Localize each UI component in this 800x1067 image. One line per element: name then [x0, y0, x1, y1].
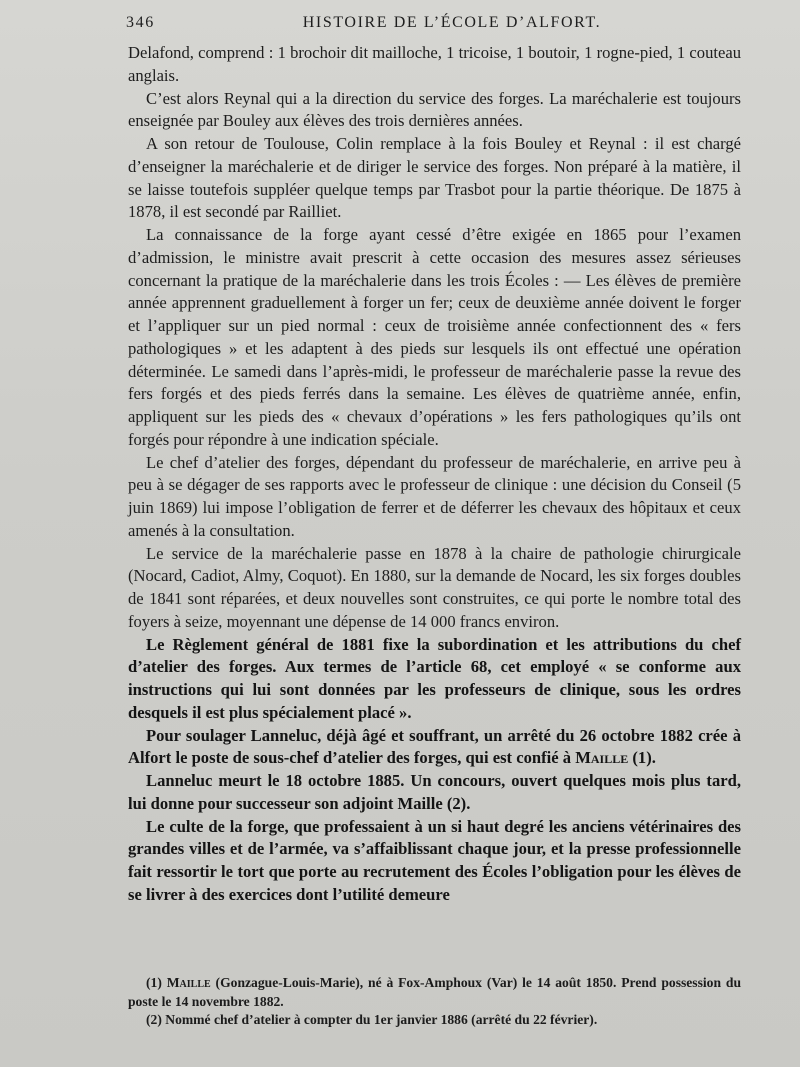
paragraph-6: Le service de la maréchalerie passe en 1878 à la chaire de pathologie chirurgicale (Nocard, Cadiot, Almy, Coquot). En 1880, sur la demande de Nocard, les six forges doubles de 1841 sont réparées, et deux nouvelles sont construites, ce qui porte le nombre total des foyers à seize, moyennant une dépense de 14 000 francs environ. [128, 543, 741, 631]
paragraph-3: A son retour de Toulouse, Colin remplace à la fois Bouley et Reynal : il est chargé d’enseigner la maréchalerie et de diriger le service des forges. Non préparé à la matière, il se laisse toutefois suppléer quelque temps par Trasbot pour la partie théorique. De 1875 à 1878, il est secondé par Railliet. [128, 134, 741, 222]
paragraph-9: Lanneluc meurt le 18 octobre 1885. Un concours, ouvert quelques mois plus tard, lui donne pour successeur son adjoint Maille (2). [128, 771, 741, 813]
footnote-1 [128, 974, 741, 1011]
paragraph-4: La connaissance de la forge ayant cessé d’être exigée en 1865 pour l’examen d’admission, le ministre avait prescrit à cette occasion des mesures assez sérieuses concernant la pratique de la maréchalerie dans les trois Écoles : — Les élèves de première année apprennent graduellement à forger un fer; ceux de deuxième année doivent le forger et l’appliquer sur un pied normal : ceux de troisième année confectionnent des « fers pathologiques » et les adaptent à des pieds sur lesquels ils ont effectué une opération déterminée. Le samedi dans l’après-midi, le professeur de maréchalerie passe la revue des fers forgés et des pieds ferrés dans la semaine. Les élèves de quatrième année, enfin, appliquent sur les pieds des « chevaux d’opérations » les fers pathologiques qu’ils ont forgés pour répondre à une indication spéciale. [128, 225, 741, 449]
paragraph-5: Le chef d’atelier des forges, dépendant du professeur de maréchalerie, en arrive peu à peu à se dégager de ses rapports avec le professeur de clinique : une décision du Conseil (5 juin 1869) lui impose l’obligation de ferrer et de déferrer les chevaux des hôpitaux et ceux amenés à la consultation. [128, 452, 741, 540]
footnotes [128, 974, 741, 1030]
paragraph-10: Le culte de la forge, que professaient à un si haut degré les anciens vétérinaires des grandes villes et de l’armée, va s’affaiblissant chaque jour, et la presse professionnelle fait ressortir le tort que porte au recrutement des Écoles l’obligation pour les élèves de se livrer à des exercices dont l’utilité demeure [128, 816, 741, 904]
header-title: HISTOIRE DE L’ÉCOLE D’ALFORT. [302, 14, 602, 31]
footnote-2: (2) Nommé chef d’atelier à compter du 1er janvier 1886 (arrêté du 22 février). [146, 1012, 598, 1027]
body-text [128, 42, 741, 907]
paragraph-8 [128, 725, 741, 771]
footnote-1-mark: (1) [146, 975, 167, 990]
paragraph-8-text: Pour soulager Lanneluc, déjà âgé et souffrant, un arrêté du 26 octobre 1882 crée à Alfort le poste de sous-chef d’atelier des forges, qui est confié à [128, 725, 741, 768]
footnote-ref-1: (1). [628, 748, 656, 768]
name-maille: Maille [575, 748, 629, 768]
paragraph-7: Le Règlement général de 1881 fixe la subordination et les attributions du chef d’atelier des forges. Aux termes de l’article 68, cet employé « se conforme aux instructions qui lui sont données par les professeurs de clinique, sous les ordres desquels il est plus spécialement placé ». [128, 634, 741, 722]
footnote-1-text: (Gonzague-Louis-Marie), né à Fox-Amphoux (Var) le 14 août 1850. Prend possession du poste le 14 novembre 1882. [128, 975, 742, 1009]
paragraph-1: Delafond, comprend : 1 brochoir dit mailloche, 1 tricoise, 1 boutoir, 1 rogne-pied, 1 couteau anglais. [128, 43, 741, 85]
page-number: 346 [126, 14, 155, 31]
paragraph-2: C’est alors Reynal qui a la direction du service des forges. La maréchalerie est toujours enseignée par Bouley aux élèves des trois dernières années. [128, 88, 741, 131]
running-head [126, 14, 748, 38]
footnote-1-name: Maille [166, 975, 211, 990]
